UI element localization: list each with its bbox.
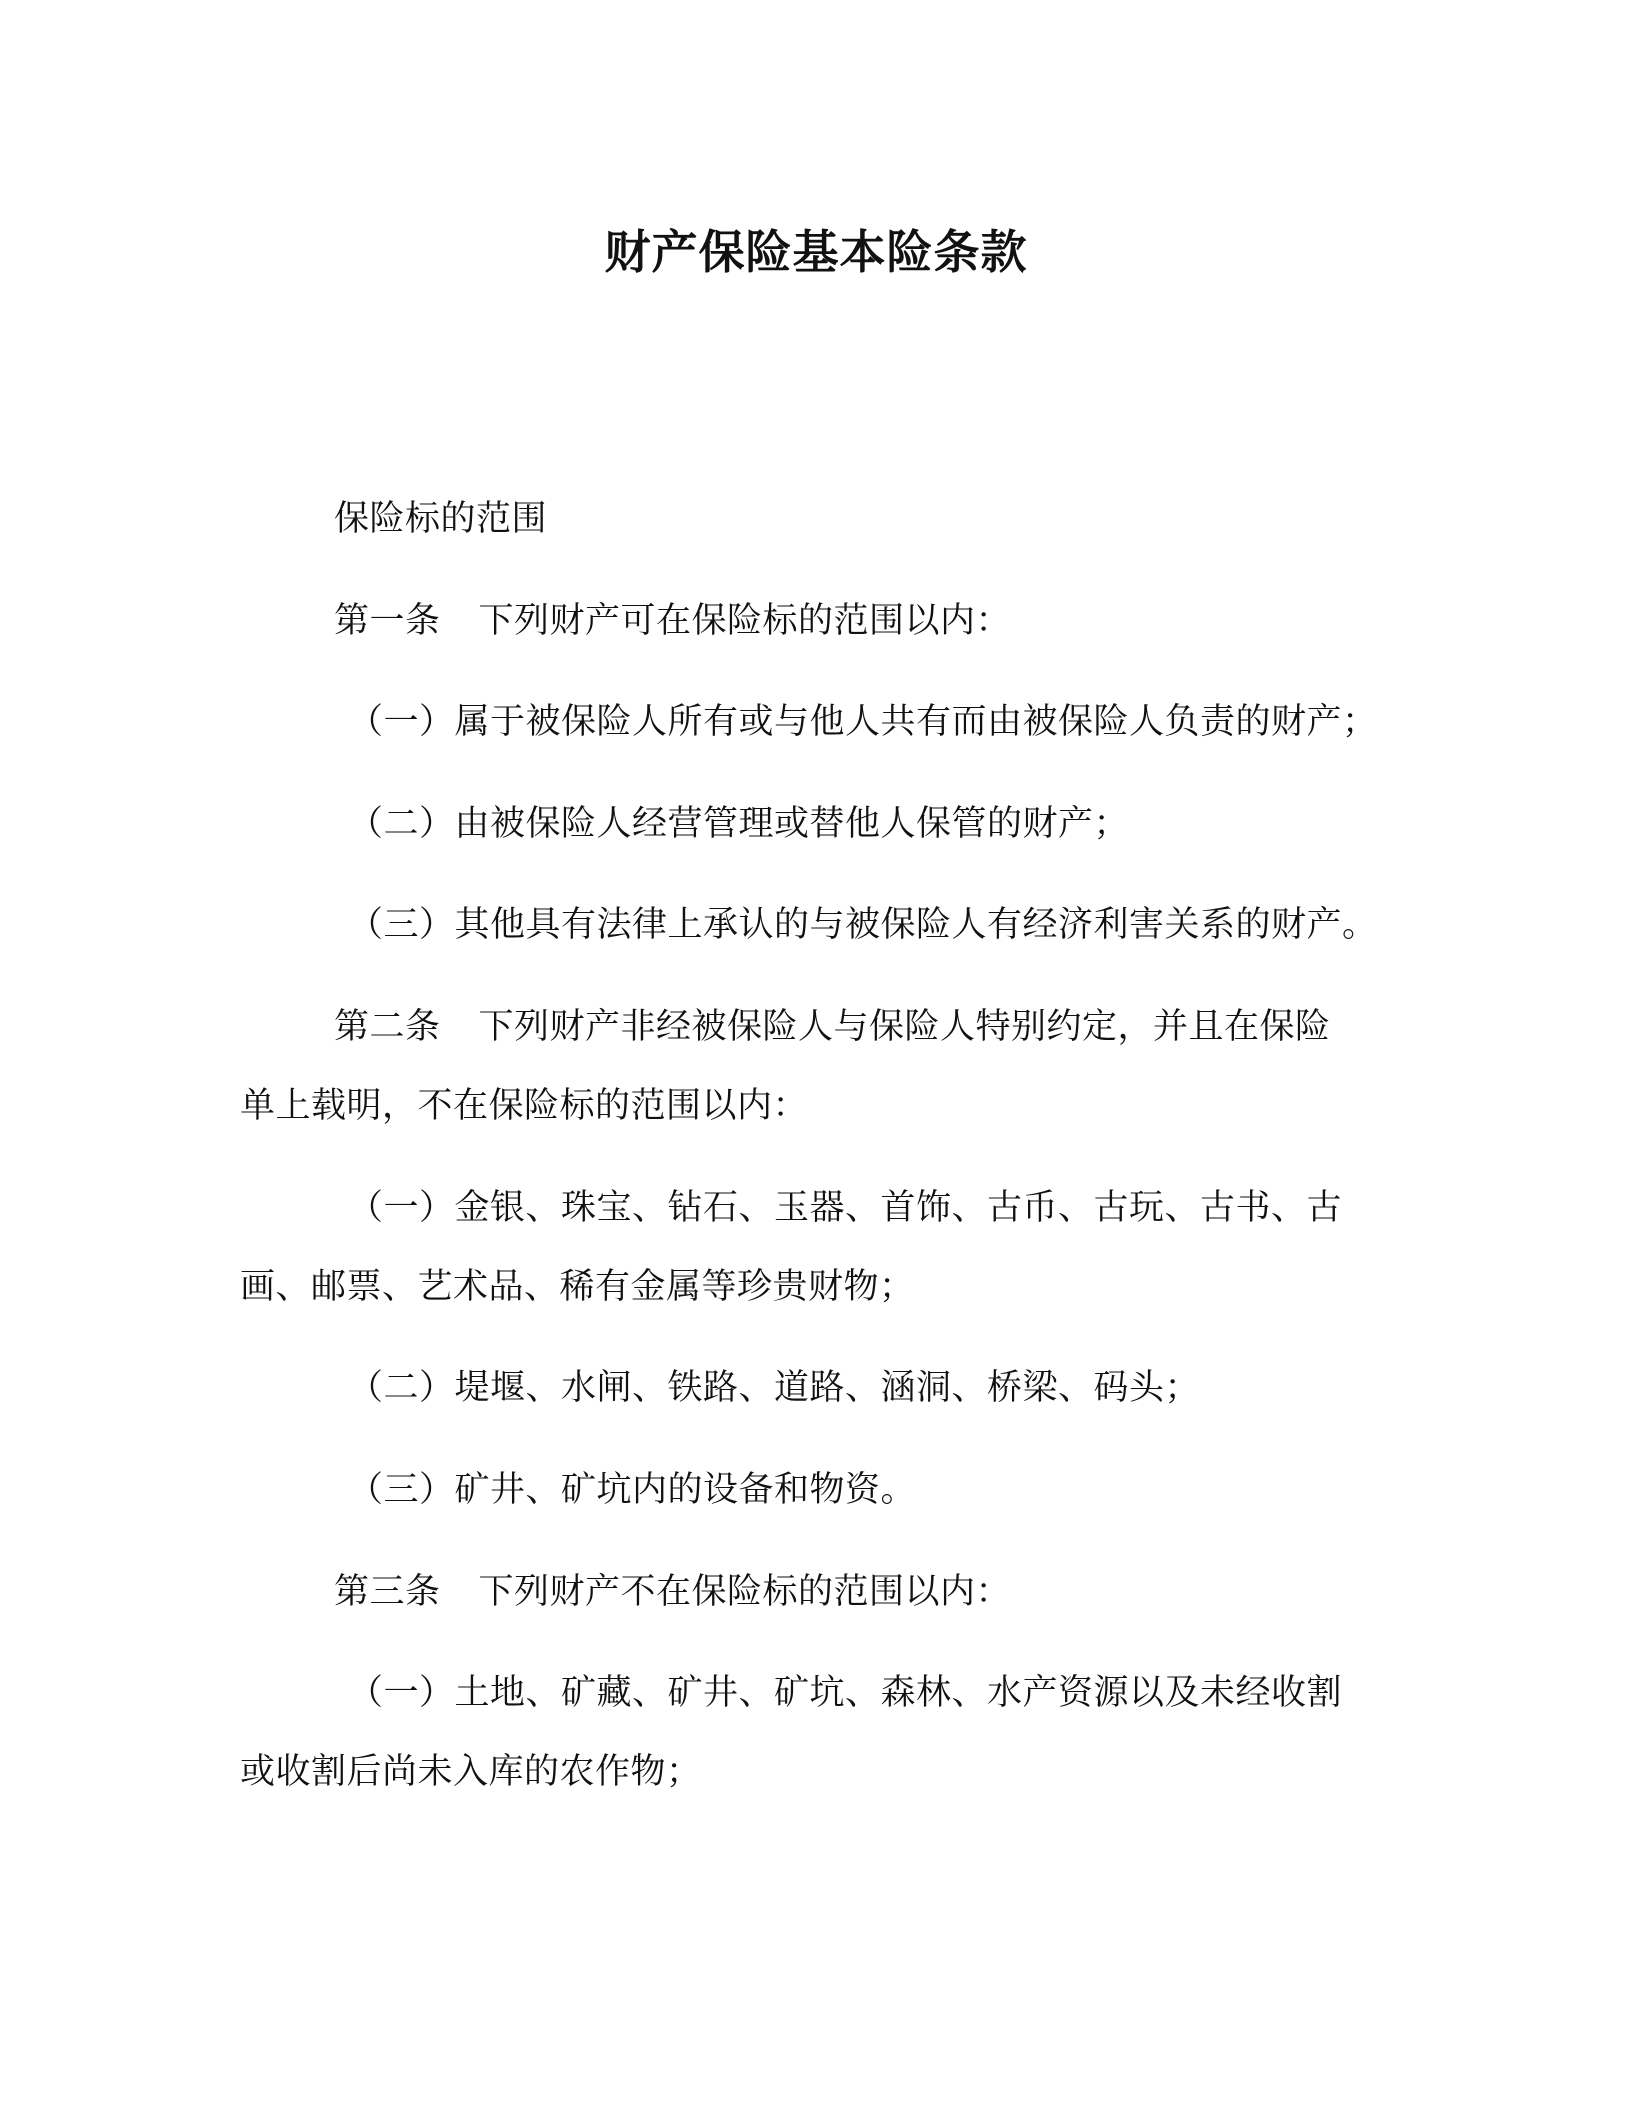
- article-1-item-3: （三）其他具有法律上承认的与被保险人有经济利害关系的财产。: [348, 905, 1378, 945]
- section-heading: 保险标的范围: [334, 499, 548, 539]
- article-2-item-3: （三）矿井、矿坑内的设备和物资。: [348, 1470, 917, 1510]
- article-3: [334, 1567, 1011, 1617]
- article-1-item-1: （一）属于被保险人所有或与他人共有而由被保险人负责的财产；: [348, 702, 1378, 742]
- article-2-text-line2: 单上载明，不在保险标的范围以内：: [240, 1086, 809, 1126]
- article-3-item-1-line1: （一）土地、矿藏、矿井、矿坑、森林、水产资源以及未经收割: [348, 1673, 1343, 1713]
- article-2-label: 第二条: [334, 1007, 441, 1047]
- article-3-label: 第三条: [334, 1572, 441, 1612]
- article-2-text-line1: 下列财产非经被保险人与保险人特别约定，并且在保险: [478, 1007, 1331, 1047]
- article-1-item-2: （二）由被保险人经营管理或替他人保管的财产；: [348, 804, 1130, 844]
- document-title: 财产保险基本险条款: [604, 225, 1028, 279]
- article-2-item-1-line1: （一）金银、珠宝、钻石、玉器、首饰、古币、古玩、古书、古: [348, 1188, 1343, 1228]
- article-2: [334, 1002, 1331, 1052]
- article-2-item-1-line2: 画、邮票、艺术品、稀有金属等珍贵财物；: [240, 1267, 915, 1307]
- article-1: [334, 596, 1011, 646]
- article-3-text: 下列财产不在保险标的范围以内：: [478, 1572, 1012, 1612]
- article-1-text: 下列财产可在保险标的范围以内：: [478, 601, 1012, 641]
- article-1-label: 第一条: [334, 601, 441, 641]
- article-3-item-1-line2: 或收割后尚未入库的农作物；: [240, 1752, 702, 1792]
- article-2-item-2: （二）堤堰、水闸、铁路、道路、涵洞、桥梁、码头；: [348, 1368, 1201, 1408]
